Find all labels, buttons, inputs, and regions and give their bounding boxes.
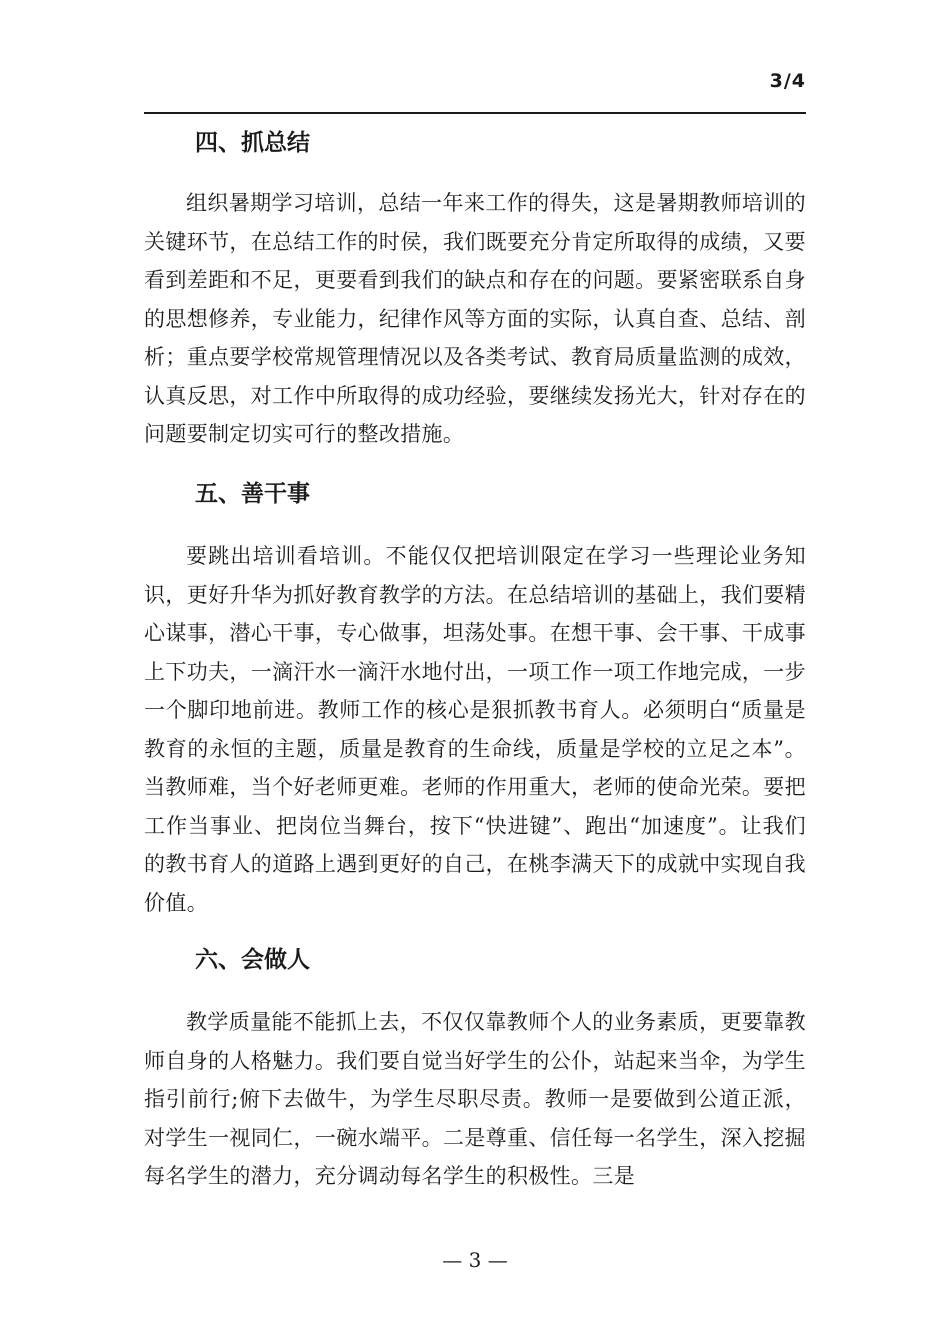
page-indicator: 3/4 [769,70,806,92]
page-number: — 3 — [442,1248,508,1272]
section-paragraph-summary: 组织暑期学习培训，总结一年来工作的得失，这是暑期教师培训的关键环节，在总结工作的时侯，我们既要充分肯定所取得的成绩，又要看到差距和不足，更要看到我们的缺点和存在的问题。要紧密联系自身的思想修养，专业能力，纪律作风等方面的实际，认真自查、总结、剖析；重点要学校常规管理情况以及各类考试、教育局质量监测的成效，认真反思，对工作中所取得的成功经验，要继续发扬光大，针对存在的问题要制定切实可行的整改措施。 [144,191,806,446]
header-rule [144,112,806,114]
section-heading-work: 五、善干事 [195,481,310,507]
section-paragraph-work: 要跳出培训看培训。不能仅仅把培训限定在学习一些理论业务知识，更好升华为抓好教育教学的方法。在总结培训的基础上，我们要精心谋事，潜心干事，专心做事，坦荡处事。在想干事、会干事、干成事上下功夫，一滴汗水一滴汗水地付出，一项工作一项工作地完成，一步一个脚印地前进。教师工作的核心是狠抓教书育人。必须明白“质量是教育的永恒的主题，质量是教育的生命线，质量是学校的立足之本”。当教师难，当个好老师更难。老师的作用重大，老师的使命光荣。要把工作当事业、把岗位当舞台，按下“快进键”、跑出“加速度”。让我们的教书育人的道路上遇到更好的自己，在桃李满天下的成就中实现自我价值。 [144,544,806,915]
section-paragraph-conduct: 教学质量能不能抓上去，不仅仅靠教师个人的业务素质，更要靠教师自身的人格魅力。我们要自觉当好学生的公仆，站起来当伞，为学生指引前行;俯下去做牛，为学生尽职尽责。教师一是要做到公道正派，对学生一视同仁，一碗水端平。二是尊重、信任每一名学生，深入挖掘每名学生的潜力，充分调动每名学生的积极性。三是 [144,1010,806,1188]
section-heading-summary: 四、抓总结 [195,130,310,156]
section-heading-conduct: 六、会做人 [195,947,310,973]
